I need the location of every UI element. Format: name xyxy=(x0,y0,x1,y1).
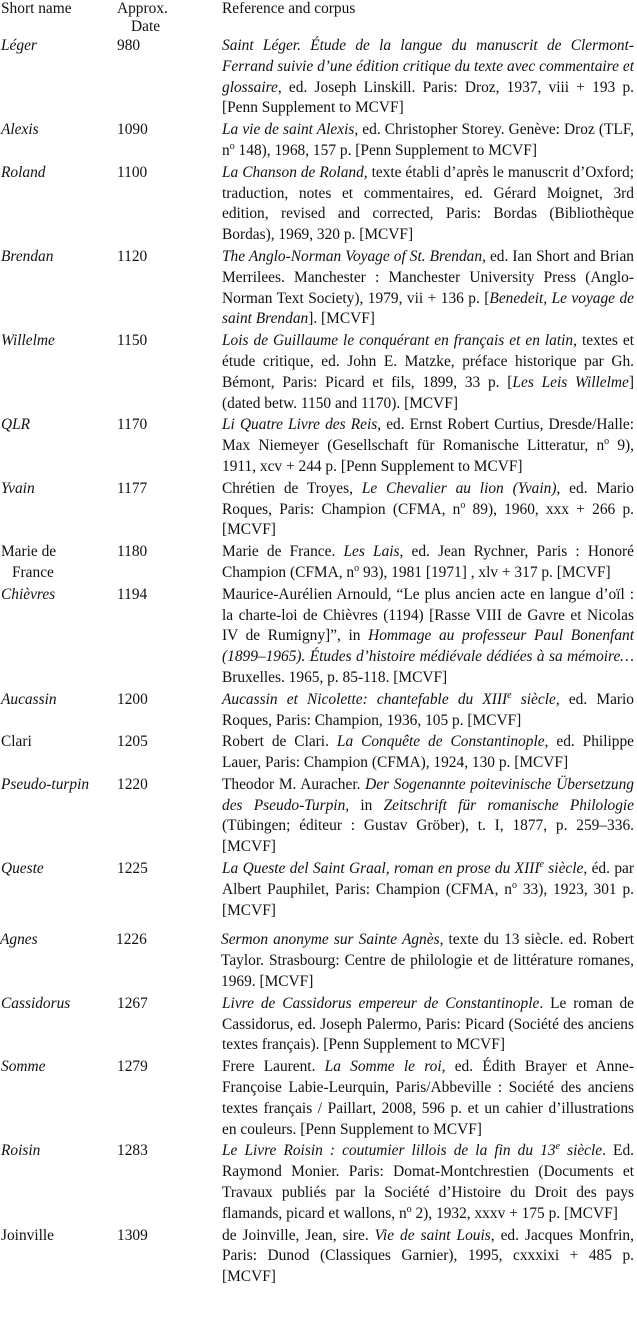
reference-text: . Ed. Raymond Monier. Paris: Domat-Montchrestien (Documents et Travaux publiés par la Société d’Histoire du Droit des pays flamands, picard et wallons, n xyxy=(222,1142,634,1222)
table-row xyxy=(1,690,634,732)
reference-text: 33), 1923, 301 p. [MCVF] xyxy=(222,880,634,919)
date-cell: 1220 xyxy=(117,775,148,793)
reference-text: Zeitschrift für romanische Philologie xyxy=(383,796,635,814)
table-row xyxy=(1,994,634,1056)
short-name: Somme xyxy=(1,1058,46,1076)
short-name: Alexis xyxy=(1,121,39,139)
reference-cell xyxy=(222,690,634,732)
reference-text: Les Leis Willelme xyxy=(512,373,629,391)
header-reference: Reference and corpus xyxy=(222,0,356,17)
reference-text: o xyxy=(604,436,610,448)
reference-text: Maurice-Aurélien Arnould, “Le plus ancien acte en langue d’oïl : la charte-loi de Chièvres (1194) [Rasse VIII de Gavre et Nicolas IV de Rumigny]”, in xyxy=(222,585,634,645)
reference-text: Li Quatre Livre des Reis xyxy=(222,416,378,434)
date-cell: 1170 xyxy=(117,416,148,434)
reference-text: The Anglo-Norman Voyage of St. Brendan xyxy=(222,247,483,265)
table-row xyxy=(1,859,634,921)
reference-text: , ed. Ernst Robert Curtius, Dresde/Halle: Max Niemeyer (Gesellschaft für Romanische Litteratur, n xyxy=(222,416,635,455)
short-name-cell xyxy=(1,415,117,477)
reference-cell xyxy=(222,1141,634,1224)
date-cell: 1150 xyxy=(117,332,148,350)
reference-text: , ed. Joseph Linskill. Paris: Droz, 1937, viii + 193 p. [Penn Supplement to MCVF] xyxy=(222,78,634,117)
short-name-cell xyxy=(1,1226,117,1288)
short-name-cell xyxy=(0,930,116,992)
reference-text: o xyxy=(354,562,360,574)
short-name-cell xyxy=(1,732,117,774)
table-row xyxy=(1,479,634,541)
reference-text: ] (dated betw. 1150 and 1170). [MCVF] xyxy=(222,373,634,412)
reference-text: e xyxy=(507,689,512,701)
table-row xyxy=(1,247,634,330)
reference-text: La Conquête de Constantinople xyxy=(336,733,545,751)
reference-text: Der Sogenannte poitevinische Übersetzung des Pseudo-Turpin xyxy=(222,775,634,814)
date-cell: 1225 xyxy=(117,860,148,878)
reference-text: siècle xyxy=(543,860,584,878)
reference-text: La Somme le roi xyxy=(324,1058,442,1076)
reference-text: La Chanson de Roland, xyxy=(222,163,368,181)
date-cell: 1120 xyxy=(117,247,148,265)
reference-text: , texte du 13 siècle. ed. Robert Taylor. Strasbourg: Centre de philologie et de littérature romanes, 1969. [MCVF] xyxy=(221,931,634,991)
reference-text: o xyxy=(460,499,466,511)
reference-text: Sermon anonyme sur Sainte Agnès xyxy=(221,931,440,949)
table-body xyxy=(1,36,634,1288)
date-cell: 1267 xyxy=(117,994,148,1012)
reference-cell xyxy=(222,585,634,689)
table-row xyxy=(1,930,634,992)
short-name: QLR xyxy=(1,416,31,434)
reference-cell xyxy=(222,331,634,414)
reference-text: Marie de France. xyxy=(222,543,344,561)
reference-cell xyxy=(221,930,634,992)
date-cell: 1205 xyxy=(117,733,148,751)
reference-cell xyxy=(222,994,634,1056)
reference-text: Hommage au professeur Paul Bonenfant (1899–1965). Études d’histoire médiévale dédiées à sa mémoire… xyxy=(222,627,634,666)
reference-cell xyxy=(222,859,634,921)
reference-cell xyxy=(222,247,634,330)
reference-text: Saint Léger. Étude de la langue du manuscrit de Clermont-Ferrand suivie d’une édition critique du texte avec commentaire et glossaire xyxy=(222,37,634,96)
reference-text: Benedeit, Le voyage de saint Brendan xyxy=(222,289,634,328)
short-name: Marie de xyxy=(1,543,57,561)
short-name: Joinville xyxy=(1,1226,55,1244)
reference-text: 148), 1968, 157 p. [Penn Supplement to MCVF] xyxy=(234,141,537,159)
short-name: Aucassin xyxy=(1,690,57,708)
date-cell: 980 xyxy=(117,37,141,54)
reference-cell xyxy=(222,120,634,162)
reference-text: , ed. Édith Brayer et Anne-Françoise Labie-Leurquin, Paris/Abbeville : Société des anciens textes français / Paillart, 2008, 596 p. et un cahier d’illustrations en couleurs. [Penn Supplement to MCVF] xyxy=(222,1058,634,1138)
reference-text: , ed. Mario Roques, Paris: Champion, 1936, 105 p. [MCVF] xyxy=(222,690,634,729)
reference-text: , ed. Philippe Lauer, Paris: Champion (CFMA), 1924, 130 p. [MCVF] xyxy=(222,733,634,772)
date-cell: 1180 xyxy=(117,543,148,561)
short-name-line2: France xyxy=(12,563,54,581)
reference-text: o xyxy=(406,1203,412,1215)
header-short-name: Short name xyxy=(1,0,72,17)
reference-cell xyxy=(222,775,634,858)
short-name-cell xyxy=(1,1057,117,1140)
reference-text: o xyxy=(229,140,235,152)
date-cell: 1279 xyxy=(117,1058,148,1076)
reference-text: Robert de Clari. xyxy=(222,733,337,751)
reference-text: texte établi d’après le manuscrit d’Oxford; traduction, notes et commentaires, ed. Gérard Moignet, 3rd edition, revised and corrected, Paris: Bordas (Bibliothèque Bordas), 1969, 320 p. [MCVF] xyxy=(222,163,634,244)
short-name-cell xyxy=(1,1141,117,1224)
reference-cell xyxy=(222,163,634,246)
table-row xyxy=(1,732,634,774)
date-cell: 1090 xyxy=(117,121,148,139)
short-name: Willelme xyxy=(1,332,55,350)
reference-text: , éd. par Albert Pauphilet, Paris: Champion (CFMA, n xyxy=(222,860,634,898)
reference-text: e xyxy=(555,1141,560,1153)
short-name-cell xyxy=(1,585,117,689)
reference-text: Aucassin et Nicolette: chantefable du XIII xyxy=(222,690,508,708)
date-cell: 1177 xyxy=(117,479,148,497)
reference-text: , ed. Mario Roques, Paris: Champion (CFMA, n xyxy=(222,479,634,518)
short-name-cell xyxy=(1,120,117,162)
reference-text: Theodor M. Auracher. xyxy=(222,775,366,793)
table-row xyxy=(1,542,634,584)
short-name-cell xyxy=(1,690,117,732)
reference-cell xyxy=(222,479,634,541)
table-header xyxy=(1,0,634,36)
short-name: Pseudo-turpin xyxy=(1,775,90,793)
short-name: Cassidorus xyxy=(1,994,71,1012)
reference-text: Livre de Cassidorus empereur de Constantinople xyxy=(222,994,540,1012)
short-name: Clari xyxy=(1,733,32,751)
date-cell: 1309 xyxy=(117,1226,148,1244)
table-row xyxy=(1,1057,634,1140)
reference-text: 93), 1981 [1971] , xlv + 317 p. [MCVF] xyxy=(359,563,611,581)
reference-text: Frere Laurent. xyxy=(222,1058,325,1076)
header-date-line2: Date xyxy=(131,18,161,35)
reference-text: o xyxy=(512,879,517,891)
reference-text: Le Chevalier au lion (Yvain) xyxy=(361,479,557,497)
reference-text: e xyxy=(539,859,544,871)
reference-text: 9), 1911, xcv + 244 p. [Penn Supplement to MCVF] xyxy=(222,437,634,475)
reference-text: , ed. Jean Rychner, Paris : Honoré Champion (CFMA, n xyxy=(222,543,635,581)
reference-text: . Le roman de Cassidorus, ed. Joseph Palermo, Paris: Picard (Société des anciens textes français). [Penn Supplement to MCVF] xyxy=(222,994,634,1054)
reference-text: , in xyxy=(345,796,384,814)
reference-text: Lois de Guillaume le conquérant en français et en latin xyxy=(222,332,574,350)
reference-text: (Tübingen; éditeur : Gustav Gröber), t. I, 1877, p. 259–336. [MCVF] xyxy=(222,817,634,856)
table-row xyxy=(1,1226,634,1288)
reference-text: , textes et étude critique, ed. John E. Matzke, préface historique par Gh. Bémont, Paris: Picard et fils, 1899, 33 p. [ xyxy=(222,332,634,391)
reference-cell xyxy=(222,415,634,477)
reference-text: 2), 1932, xxxv + 175 p. [MCVF] xyxy=(411,1204,618,1222)
reference-text: siècle xyxy=(560,1142,603,1160)
table-row xyxy=(1,36,634,119)
reference-text: La vie de saint Alexis xyxy=(222,121,355,139)
date-cell: 1283 xyxy=(117,1142,148,1160)
header-date-line1: Approx. xyxy=(117,0,168,17)
date-cell: 1200 xyxy=(117,690,148,708)
reference-text: Le Livre Roisin : coutumier lillois de la fin du 13 xyxy=(222,1142,556,1160)
table-row xyxy=(1,163,634,246)
short-name-cell xyxy=(1,775,117,858)
header-date xyxy=(117,0,222,36)
short-name: Queste xyxy=(1,860,44,878)
reference-text: La Queste del Saint Graal, roman en prose du XIII xyxy=(222,860,540,878)
table-row xyxy=(1,1141,634,1224)
reference-cell xyxy=(222,1057,634,1140)
reference-text: 89), 1960, xxx + 266 p. [MCVF] xyxy=(222,500,634,539)
reference-text: , ed. Ian Short and Brian Merrilees. Manchester : Manchester University Press (Anglo-Norman Text Society), 1979, vii + 136 p. [ xyxy=(222,247,634,307)
reference-text: Chrétien de Troyes, xyxy=(222,479,362,497)
short-name-cell xyxy=(1,247,117,330)
short-name-cell xyxy=(1,542,117,584)
reference-text: , ed. Jacques Monfrin, Paris: Dunod (Classiques Garnier), 1995, cxxxixi + 485 p. [MCVF] xyxy=(222,1226,634,1286)
short-name: Yvain xyxy=(1,479,35,497)
reference-text: Les Lais xyxy=(343,543,400,561)
reference-text: Vie de saint Louis xyxy=(374,1226,491,1244)
reference-text: ]. [MCVF] xyxy=(308,310,375,328)
short-name: Roisin xyxy=(1,1142,41,1160)
reference-text: , ed. Christopher Storey. Genève: Droz (TLF, n xyxy=(222,121,634,159)
reference-text: siècle xyxy=(511,690,556,708)
table-row xyxy=(1,585,634,689)
table-row xyxy=(1,331,634,414)
short-name-cell xyxy=(1,859,117,921)
short-name: Agnes xyxy=(0,931,38,949)
reference-cell xyxy=(222,732,634,774)
table-row xyxy=(1,120,634,162)
short-name-cell xyxy=(1,36,117,119)
short-name-cell xyxy=(1,163,117,246)
date-cell: 1100 xyxy=(117,163,148,181)
date-cell: 1194 xyxy=(117,585,148,603)
reference-cell xyxy=(222,1226,634,1288)
short-name-cell xyxy=(1,331,117,414)
short-name: Roland xyxy=(1,163,46,181)
short-name-cell xyxy=(1,994,117,1056)
short-name-cell xyxy=(1,479,117,541)
reference-text: de Joinville, Jean, sire. xyxy=(222,1226,375,1244)
short-name: Léger xyxy=(1,37,37,54)
table-row xyxy=(1,775,634,858)
reference-cell xyxy=(222,542,634,584)
reference-text: Bruxelles. 1965, p. 85-118. [MCVF] xyxy=(222,668,448,686)
short-name: Chièvres xyxy=(1,585,56,603)
date-cell: 1226 xyxy=(116,931,147,949)
short-name: Brendan xyxy=(1,247,54,265)
table-row xyxy=(1,415,634,477)
reference-cell xyxy=(222,36,634,119)
